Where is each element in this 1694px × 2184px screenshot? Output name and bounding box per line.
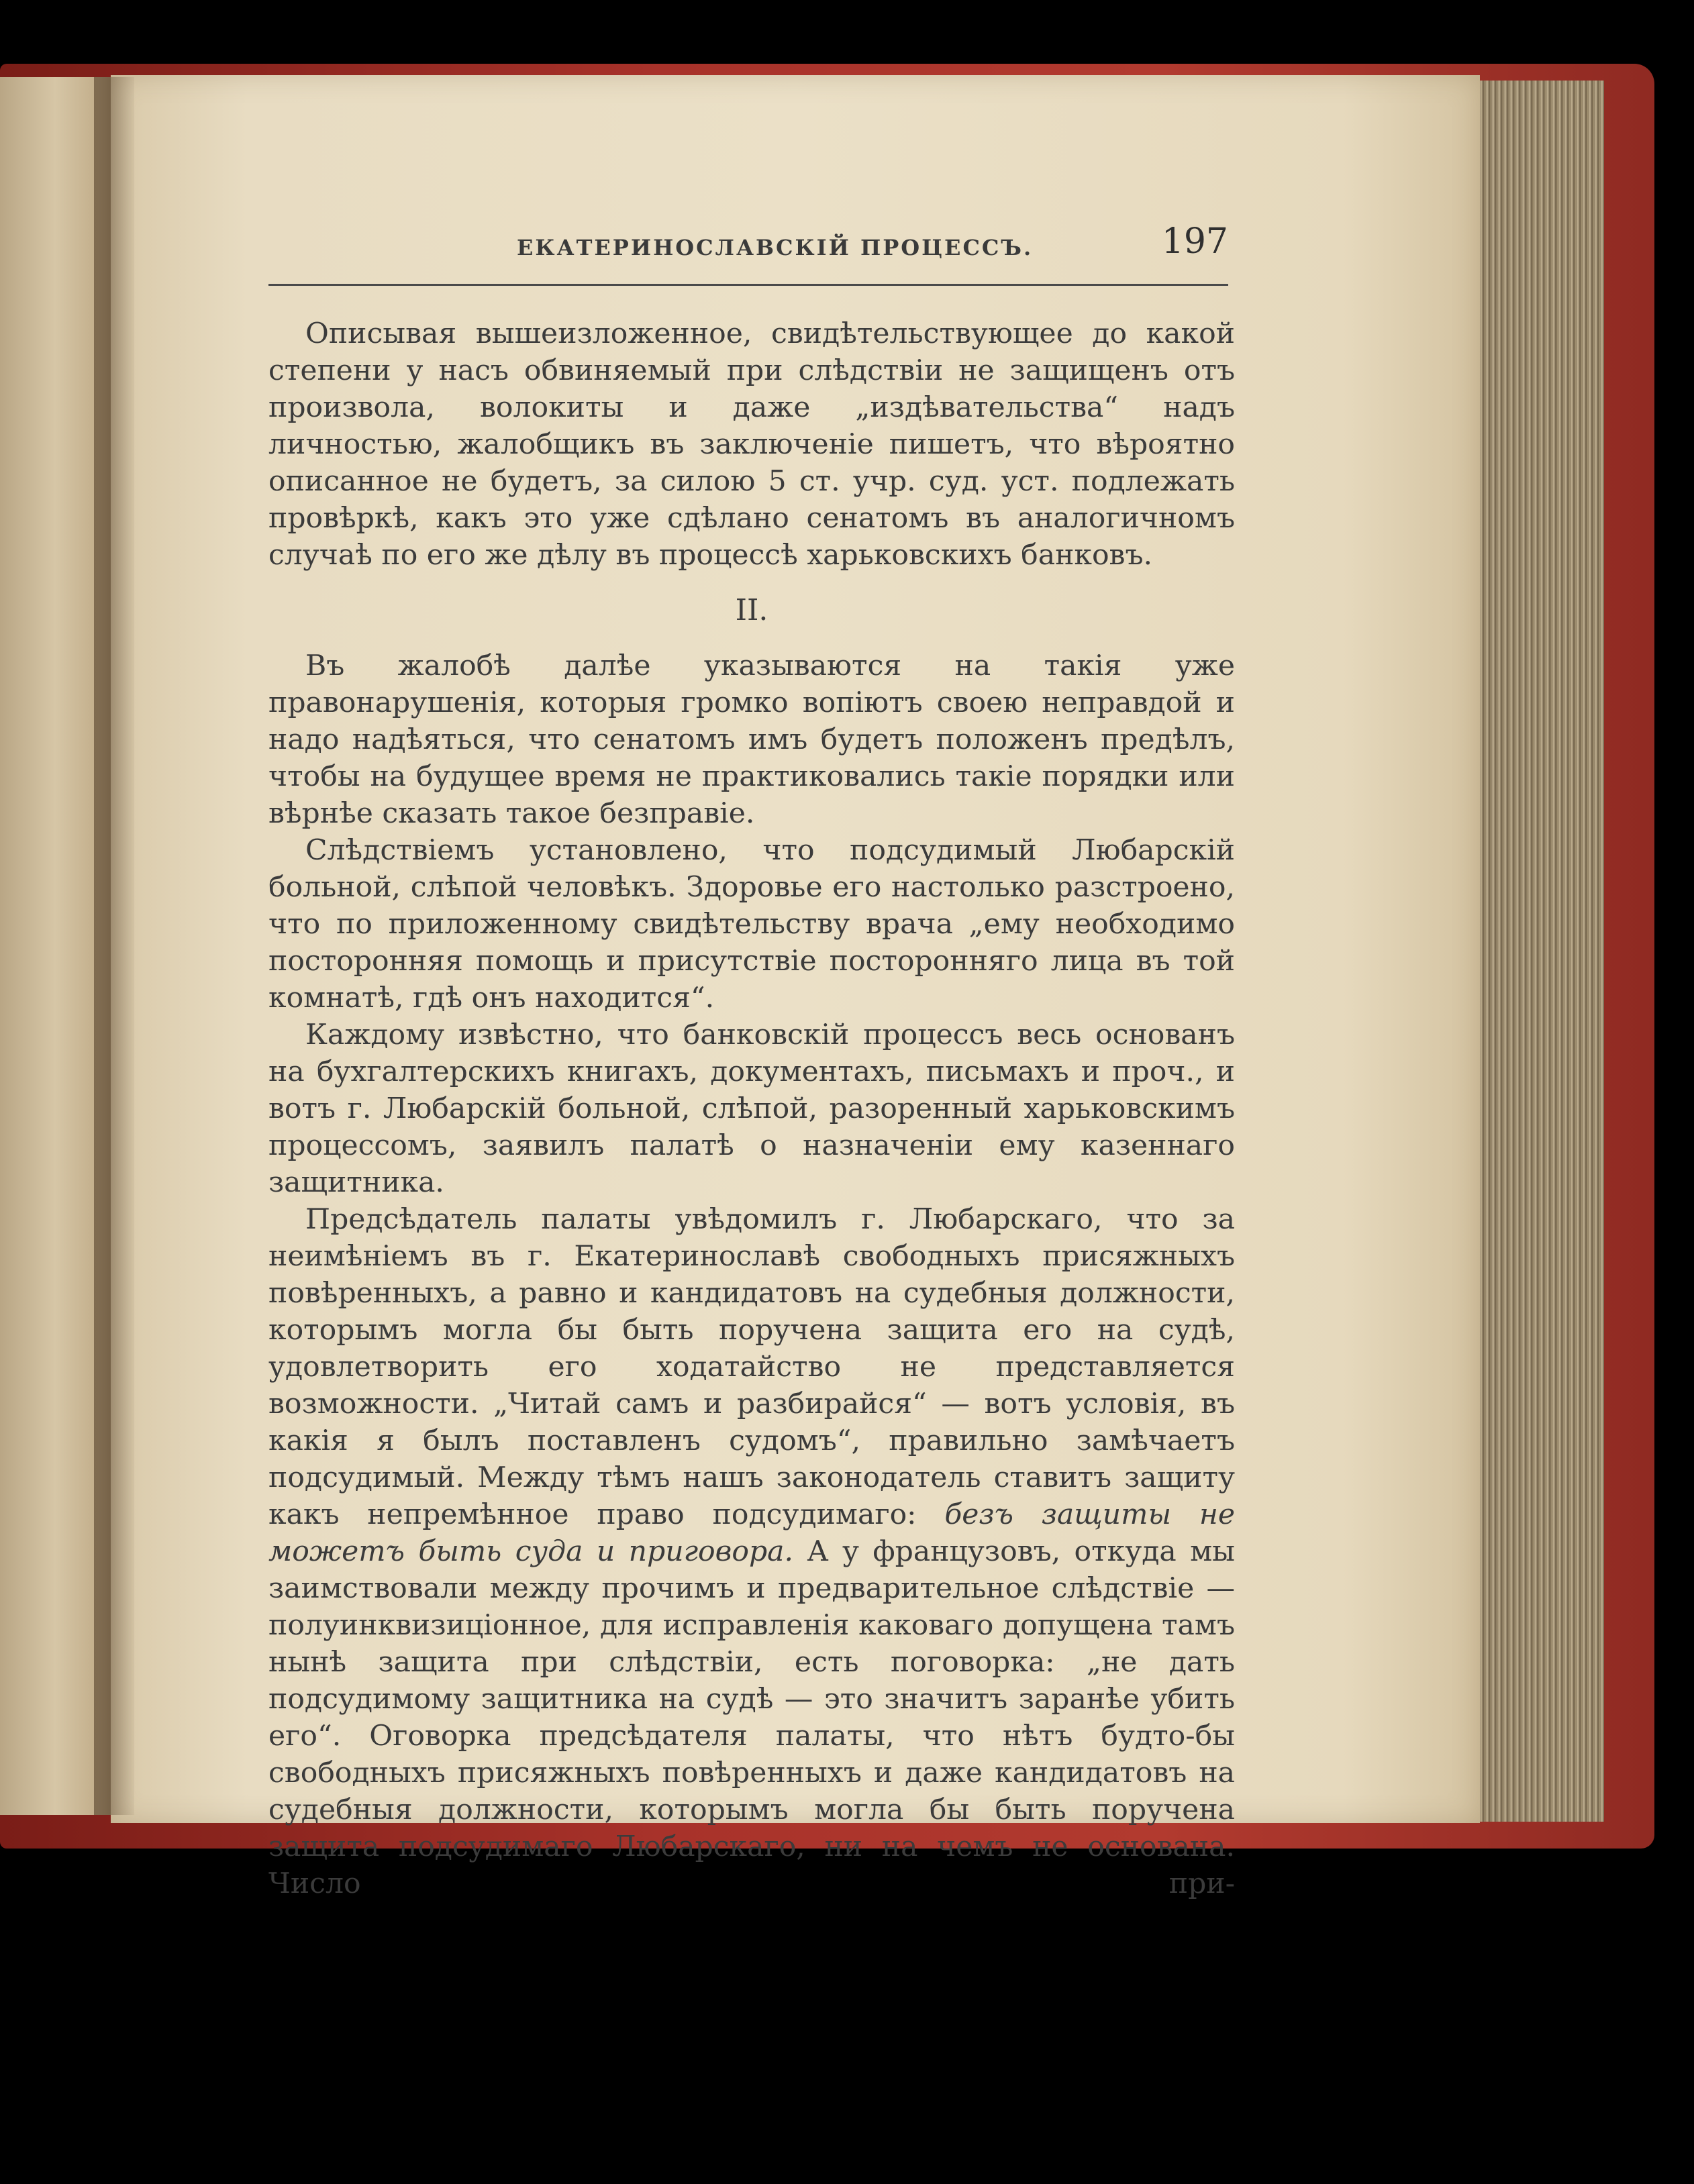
- paragraph-5-part-a: Предсѣдатель палаты увѣдомилъ г. Любарскаго, что за неимѣніемъ въ г. Екатеринославѣ свободныхъ присяжныхъ повѣренныхъ, а равно и кандидатовъ на судебныя должности, которымъ могла бы быть поручена защита его на судѣ, удовлетворить его ходатайство не представляется возможности. „Читай самъ и разбирайся“ — вотъ условія, въ какія я былъ поставленъ судомъ“, правильно замѣчаетъ подсудимый. Между тѣмъ нашъ законодатель ставитъ защиту какъ непремѣнное право подсудимаго:: [268, 1203, 1235, 1531]
- page-edges: [1473, 81, 1604, 1822]
- header-rule: [268, 284, 1228, 286]
- paragraph-5: [268, 1201, 1235, 1902]
- paragraph-1: Описывая вышеизложенное, свидѣтельствующее до какой степени у насъ обвиняемый при слѣдствіи не защищенъ отъ произвола, волокиты и даже „издѣвательства“ надъ личностью, жалобщикъ въ заключеніе пишетъ, что вѣроятно описанное не будетъ, за силою 5 ст. учр. суд. уст. подлежать провѣркѣ, какъ это уже сдѣлано сенатомъ въ аналогичномъ случаѣ по его же дѣлу въ процессѣ харьковскихъ банковъ.: [268, 317, 1235, 572]
- paragraph-5-part-b: А у французовъ, откуда мы заимствовали между прочимъ и предварительное слѣдствіе — полуинквизиціонное, для исправленія каковаго допущена тамъ нынѣ защита при слѣдствіи, есть поговорка: „не дать подсудимому защитника на судѣ — это значитъ заранѣе убить его“. Оговорка предсѣдателя палаты, что нѣтъ будто-бы свободныхъ присяжныхъ повѣренныхъ и даже кандидатовъ на судебныя должности, которымъ могла бы быть поручена защита подсудимаго Любарскаго, ни на чемъ не основана. Число при-: [268, 1535, 1235, 1900]
- paragraph-5-italic: безъ защиты не можетъ быть суда и приговора.: [268, 1498, 1236, 1568]
- paragraph-2: Въ жалобѣ далѣе указываются на такія уже правонарушенія, которыя громко вопіютъ своею неправдой и надо надѣяться, что сенатомъ имъ будетъ положенъ предѣлъ, чтобы на будущее время не практиковались такіе порядки или вѣрнѣе сказать такое безправіе.: [268, 649, 1235, 830]
- running-head: ЕКАТЕРИНОСЛАВСКІЙ ПРОЦЕССЪ.: [517, 235, 1034, 260]
- gutter-shadow: [94, 77, 134, 1815]
- page-header: [268, 221, 1228, 289]
- body-text: [268, 315, 1235, 1902]
- section-number: II.: [735, 593, 768, 627]
- paragraph-3: Слѣдствіемъ установлено, что подсудимый Любарскій больной, слѣпой человѣкъ. Здоровье его настолько разстроено, что по приложенному свидѣтельству врача „ему необходимо посторонняя помощь и присутствіе посторонняго лица въ той комнатѣ, гдѣ онъ находится“.: [268, 834, 1235, 1015]
- paragraph-4: Каждому извѣстно, что банковскій процессъ весь основанъ на бухгалтерскихъ книгахъ, документахъ, письмахъ и проч., и вотъ г. Любарскій больной, слѣпой, разоренный харьковскимъ процессомъ, заявилъ палатѣ о назначеніи ему казеннаго защитника.: [268, 1019, 1235, 1199]
- page-number: 197: [1161, 221, 1228, 262]
